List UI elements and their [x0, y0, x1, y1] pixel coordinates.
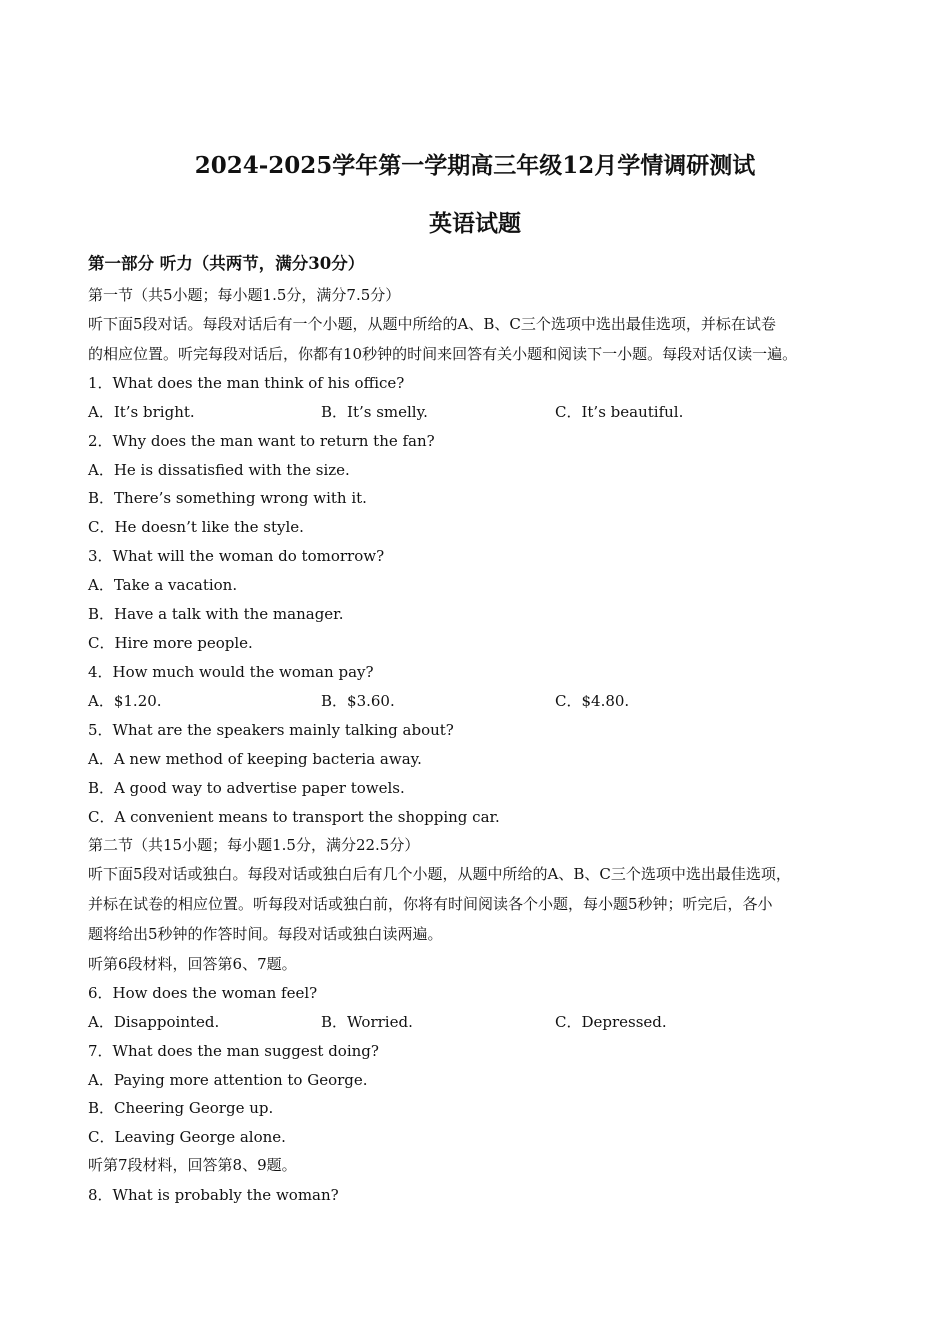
- question-stem: 7．What does the man suggest doing?: [88, 1042, 379, 1060]
- section2-instruction-line: 题将给出5秒钟的作答时间。每段对话或独白读两遍。: [88, 925, 443, 943]
- option-a: A．Paying more attention to George.: [88, 1071, 368, 1089]
- option-a: A．It’s bright.: [88, 403, 195, 421]
- option-a: A．Take a vacation.: [88, 576, 238, 594]
- option-c: C．Hire more people.: [88, 634, 253, 652]
- section2-instruction-line: 并标在试卷的相应位置。听每段对话或独白前，你将有时间阅读各个小题，每小题5秒钟；听完后，各小: [88, 895, 773, 913]
- material-note: 听第7段材料，回答第8、9题。: [88, 1156, 297, 1174]
- question-stem: 8．What is probably the woman?: [88, 1186, 339, 1204]
- part1-heading: 第一部分 听力（共两节，满分30分）: [88, 254, 365, 273]
- option-c: C．A convenient means to transport the shopping car.: [88, 808, 500, 826]
- option-a: A．A new method of keeping bacteria away.: [88, 750, 422, 768]
- option-c: C．He doesn’t like the style.: [88, 518, 304, 536]
- option-a: A．He is dissatisfied with the size.: [88, 461, 350, 479]
- section1-heading: 第一节（共5小题；每小题1.5分，满分7.5分）: [88, 286, 401, 304]
- option-c: C．Depressed.: [555, 1013, 667, 1031]
- question-stem: 2．Why does the man want to return the fan?: [88, 432, 435, 450]
- option-c: C．$4.80.: [555, 692, 630, 710]
- option-b: B．Cheering George up.: [88, 1099, 274, 1117]
- exam-subtitle: 英语试题: [429, 210, 521, 237]
- question-stem: 6．How does the woman feel?: [88, 984, 318, 1002]
- material-note: 听第6段材料，回答第6、7题。: [88, 955, 297, 973]
- option-c: C．It’s beautiful.: [555, 403, 684, 421]
- option-b: B．Worried.: [321, 1013, 413, 1031]
- option-b: B．A good way to advertise paper towels.: [88, 779, 405, 797]
- exam-title: 2024-2025学年第一学期高三年级12月学情调研测试: [194, 152, 756, 179]
- option-c: C．Leaving George alone.: [88, 1128, 286, 1146]
- question-stem: 5．What are the speakers mainly talking about?: [88, 721, 454, 739]
- section1-instruction-line: 听下面5段对话。每段对话后有一个小题，从题中所给的A、B、C三个选项中选出最佳选项，并标在试卷: [88, 315, 776, 333]
- option-b: B．It’s smelly.: [321, 403, 428, 421]
- option-a: A．$1.20.: [88, 692, 162, 710]
- section2-heading: 第二节（共15小题；每小题1.5分，满分22.5分）: [88, 836, 420, 854]
- question-stem: 3．What will the woman do tomorrow?: [88, 547, 385, 565]
- question-stem: 1．What does the man think of his office?: [88, 374, 405, 392]
- option-a: A．Disappointed.: [88, 1013, 220, 1031]
- option-b: B．Have a talk with the manager.: [88, 605, 344, 623]
- option-b: B．There’s something wrong with it.: [88, 489, 367, 507]
- option-b: B．$3.60.: [321, 692, 395, 710]
- section1-instruction-line: 的相应位置。听完每段对话后，你都有10秒钟的时间来回答有关小题和阅读下一小题。每段对话仅读一遍。: [88, 345, 798, 363]
- section2-instruction-line: 听下面5段对话或独白。每段对话或独白后有几个小题，从题中所给的A、B、C三个选项中选出最佳选项，: [88, 865, 791, 883]
- question-stem: 4．How much would the woman pay?: [88, 663, 374, 681]
